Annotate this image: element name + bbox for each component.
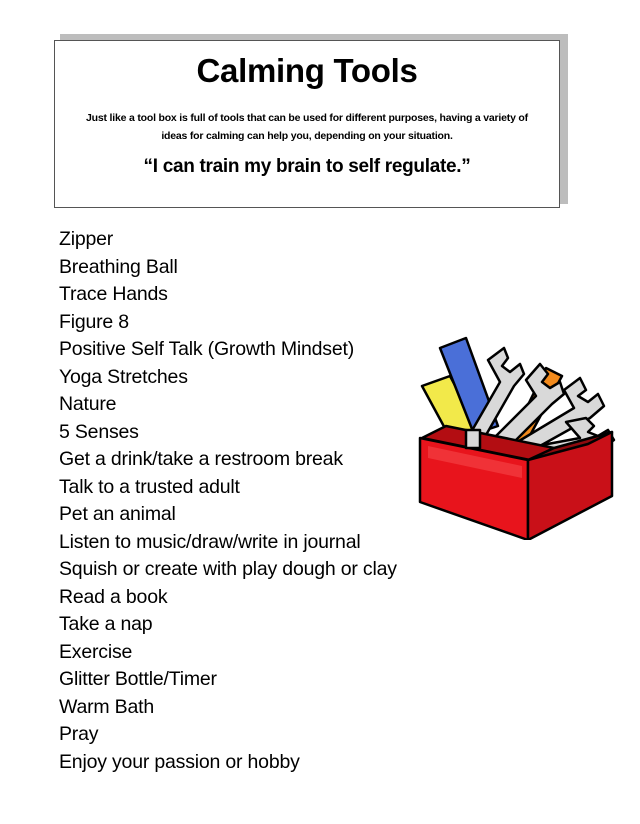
list-item: Enjoy your passion or hobby	[59, 750, 300, 773]
tools-list	[59, 226, 397, 776]
list-item: Warm Bath	[59, 695, 154, 718]
list-item: Squish or create with play dough or clay	[59, 558, 397, 580]
list-item: Take a nap	[59, 613, 153, 635]
list-item: Breathing Ball	[59, 255, 178, 278]
list-item: Pray	[59, 723, 99, 745]
toolbox-icon	[416, 334, 622, 540]
list-item: Talk to a trusted adult	[59, 475, 240, 498]
page-title: Calming Tools	[196, 52, 418, 89]
list-item: Trace Hands	[59, 283, 168, 305]
list-item: Figure 8	[59, 310, 129, 333]
list-item: Exercise	[59, 640, 133, 663]
list-item: Pet an animal	[59, 503, 176, 525]
list-item: Zipper	[59, 228, 114, 250]
list-item: Positive Self Talk (Growth Mindset)	[59, 338, 354, 360]
list-item: Yoga Stretches	[59, 365, 188, 388]
intro-text: Just like a tool box is full of tools that can be used for different purposes, having a variety of ideas for calming can help you, depending on your situation.	[86, 112, 528, 142]
list-item: Get a drink/take a restroom break	[59, 448, 343, 470]
list-item: 5 Senses	[59, 420, 139, 443]
list-item: Listen to music/draw/write in journal	[59, 530, 361, 553]
list-item: Read a book	[59, 585, 168, 608]
quote-text: “I can train my brain to self regulate.”	[143, 156, 471, 177]
list-item: Glitter Bottle/Timer	[59, 668, 217, 690]
header-box	[54, 40, 560, 208]
list-item: Nature	[59, 393, 117, 415]
